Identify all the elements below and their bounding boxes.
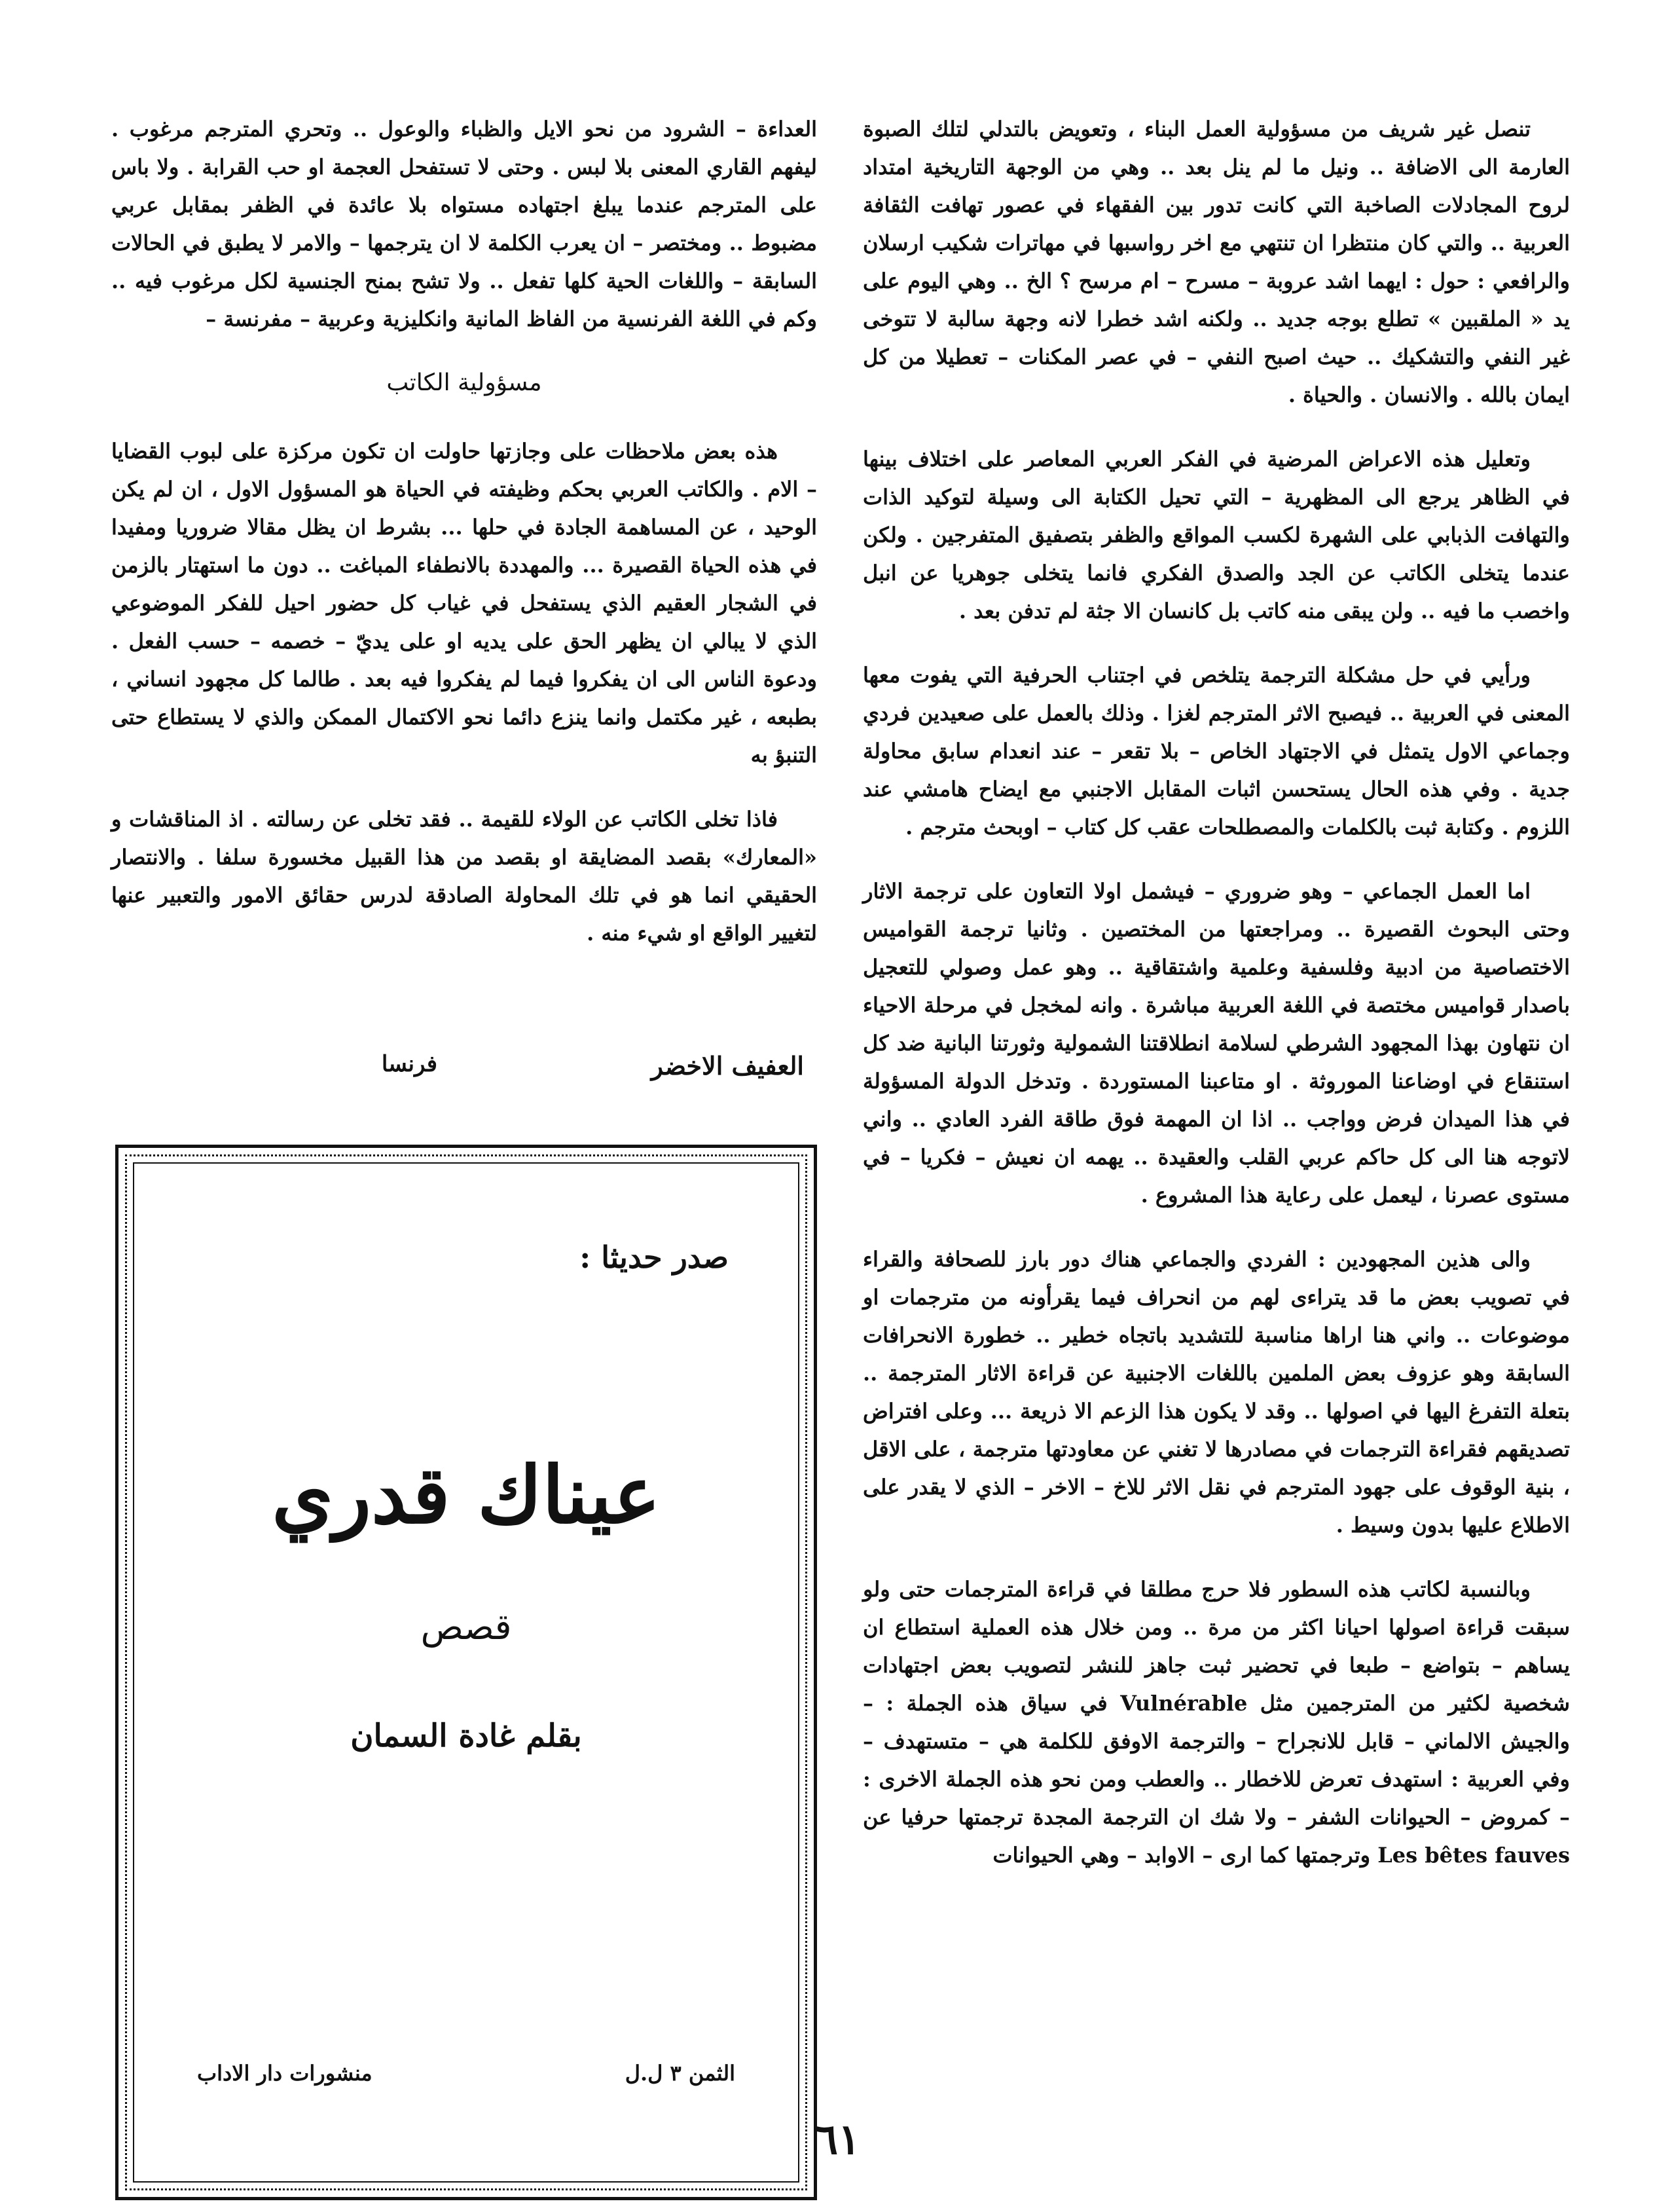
paragraph: هذه بعض ملاحظات على وجازتها حاولت ان تكون مركزة على لبوب القضايا – الام . والكاتب العربي بحكم وظيفته في الحياة هو المسؤول الاول ، ان لم يكن الوحيد ، عن المساهمة الجادة في حلها ... بشرط ان يظل مقالا ضروريا ومفيدا في هذه الحياة القصيرة ... والمهددة بالانطفاء المباغت .. دون ما استهتار بالزمن في الشجار العقيم الذي يستفحل في غياب كل حضور احيل للفكر الموضوعي الذي لا يبالي ان يظهر الحق على يديه او على يديّ – خصمه – حسب الفعل . ودعوة الناس الى ان يفكروا فيما لم يفكروا فيه بعد . طالما كل مجهود انساني ، بطبعه ، غير مكتمل وانما ينزع دائما نحو الاكتمال الممكن والذي لا يستطاع حتى التنبؤ به bbox=[111, 439, 818, 767]
article-left-column bbox=[111, 110, 817, 952]
paragraph: تنصل غير شريف من مسؤولية العمل البناء ، وتعويض بالتدلي لتلك الصبوة العارمة الى الاضافة .. ونيل ما لم ينل بعد .. وهي من الوجهة التاريخية امتداد لروح المجادلات الصاخبة التي كانت تدور بين الفقهاء في عصور تهافت الثقافة العربية .. والتي كان منتظرا ان تنتهي مع اخر رواسبها في مهاترات شكيب ارسلان والرافعي : حول : ايهما اشد عروبة – مسرح – ام مرسح ؟ الخ .. وهي اليوم على يد « الملقبين » تطلع بوجه جديد .. ولكنه اشد خطرا لانه وجهة سالبة لا تتوخى غير النفي والتشكيك .. حيث اصبح النفي – في عصر المكنات – تعطيلا من كل ايمان بالله . والانسان . والحياة . bbox=[863, 117, 1570, 407]
book-author: بقلم غادة السمان bbox=[350, 1718, 582, 1754]
paragraph: وبالنسبة لكاتب هذه السطور فلا حرج مطلقا في قراءة المترجمات حتى ولو سبقت قراءة اصولها احيانا اكثر من مرة .. ومن خلال هذه العملية استطاع ان يساهم – بتواضع – طبعا في تحضير ثبت جاهز للنشر لتصويب بعض اجتهادات شخصية لكثير من المترجمين مثل Vulnérable في سياق هذه الجملة : – والجيش الالماني – قابل للانجراح – والترجمة الاوفق للكلمة هي – متستهدف – وفي العربية : استهدف تعرض للاخطار .. والعطب ومن نحو هذه الجملة الاخرى : – كمروض – الحيوانات الشفر – ولا شك ان الترجمة المجدة ترجمتها حرفيا عن Les bêtes fauves وترجمتها كما ارى – الاوابد – وهي الحيوانات bbox=[863, 1577, 1571, 1868]
article-signature bbox=[111, 1051, 817, 1090]
paragraph: العداءة – الشرود من نحو الايل والظباء والوعول .. وتحري المترجم مرغوب . ليفهم القاري المعنى بلا لبس . وحتى لا تستفحل العجمة او حب القرابة . ولا باس على المترجم عندما يبلغ اجتهاده مستواه بلا عائدة في الظفر بمقابل عربي مضبوط .. ومختصر – ان يعرب الكلمة لا ان يترجمها – والامر لا يطبق في الحالات السابقة – واللغات الحية كلها تفعل .. ولا تشح بمنح الجنسية لكل مرغوب فيه .. وكم في اللغة الفرنسية من الفاظ المانية وانكليزية وعربية – مفرنسة – bbox=[111, 117, 817, 331]
page-number: ٦١ bbox=[815, 2115, 861, 2164]
publisher: منشورات دار الاداب bbox=[197, 2061, 373, 2086]
book-price: الثمن ٣ ل.ل bbox=[625, 2061, 735, 2086]
book-genre: قصص bbox=[420, 1606, 512, 1648]
paragraph: ورأيي في حل مشكلة الترجمة يتلخص في اجتناب الحرفية التي يفوت معها المعنى في العربية .. فيصبح الاثر المترجم لغزا . وذلك بالعمل على صعيدين فردي وجماعي الاول يتمثل في الاجتهاد الخاص – بلا تقعر – عند انعدام سابق محاولة جدية . وفي هذه الحال يستحسن اثبات المقابل الاجنبي مع ايضاح هامشي عند اللزوم . وكتابة ثبت بالكلمات والمصطلحات عقب كل كتاب – اوبحث مترجم . bbox=[863, 663, 1570, 839]
section-heading: مسؤولية الكاتب bbox=[386, 369, 542, 396]
article-right-column bbox=[863, 110, 1570, 1874]
paragraph: اما العمل الجماعي – وهو ضروري – فيشمل اولا التعاون على ترجمة الاثار وحتى البحوث القصيرة .. ومراجعتها من المختصين . وثانيا ترجمة القواميس الاختصاصية من ادبية وفلسفية وعلمية واشتقاقية .. وهو عمل وصولي للتعجيل باصدار قواميس مختصة في اللغة العربية مباشرة . وانه لمخجل في مرحلة الاحياء ان نتهاون بهذا المجهود الشرطي لسلامة انطلاقتنا الشمولية وثورتنا البانية ضد كل استنقاع في اوضاعنا الموروثة . او متاعبنا المستوردة . وتدخل الدولة المسؤولة في هذا الميدان فرض وواجب .. اذا ان المهمة فوق طاقة الفرد العادي .. واني لاتوجه هنا الى كل حاكم عربي القلب والعقيدة .. يهمه ان نعيش – فكريا – في مستوى عصرنا ، ليعمل على رعاية هذا المشروع . bbox=[863, 879, 1570, 1207]
book-title: عيناك قدري bbox=[272, 1449, 661, 1541]
author-location: فرنسا bbox=[381, 1051, 437, 1077]
paragraph: والى هذين المجهودين : الفردي والجماعي هناك دور بارز للصحافة والقراء في تصويب بعض ما قد يتراءى لهم من انحراف فيما يقرأونه من مترجمات او موضوعات .. واني هنا اراها مناسبة للتشديد باتجاه خطير .. خطورة الانحرافات السابقة وهو عزوف بعض الملمين باللغات الاجنبية عن قراءة الاثار المترجمة .. بتعلة التفرغ اليها في اصولها .. وقد لا يكون هذا الزعم الا ذريعة ... وعلى افتراض تصديقهم فقراءة الترجمات في مصادرها لا تغني عن معاودتها مترجمة ، على الاقل ، بنية الوقوف على جهود المترجم في نقل الاثر للاخ – الاخر – الذي لا يقدر على الاطلاع عليها بدون وسيط . bbox=[863, 1247, 1571, 1538]
book-advertisement bbox=[115, 1145, 817, 2200]
author-name: العفيف الاخضر bbox=[651, 1051, 804, 1080]
ad-header: صدر حديثا : bbox=[579, 1240, 729, 1275]
paragraph: فاذا تخلى الكاتب عن الولاء للقيمة .. فقد تخلى عن رسالته . اذ المناقشات و «المعارك» بقصد المضايقة او بقصد من هذا القبيل مخسورة سلفا . والانتصار الحقيقي انما هو في تلك المحاولة الصادقة لدرس حقائق الامور والتعبير عنها لتغيير الواقع او شيء منه . bbox=[111, 807, 818, 946]
paragraph: وتعليل هذه الاعراض المرضية في الفكر العربي المعاصر على اختلاف بينها في الظاهر يرجع الى المظهرية – التي تحيل الكتابة الى وسيلة لتوكيد الذات والتهافت الذبابي على الشهرة لكسب المواقع والظفر بتصفيق المتفرجين . ولكن عندما يتخلى الكاتب عن الجد والصدق الفكري فانما يتخلى جوهريا عن انبل واخصب ما فيه .. ولن يبقى منه كاتب بل كانسان الا جثة لم تدفن بعد . bbox=[863, 447, 1571, 623]
